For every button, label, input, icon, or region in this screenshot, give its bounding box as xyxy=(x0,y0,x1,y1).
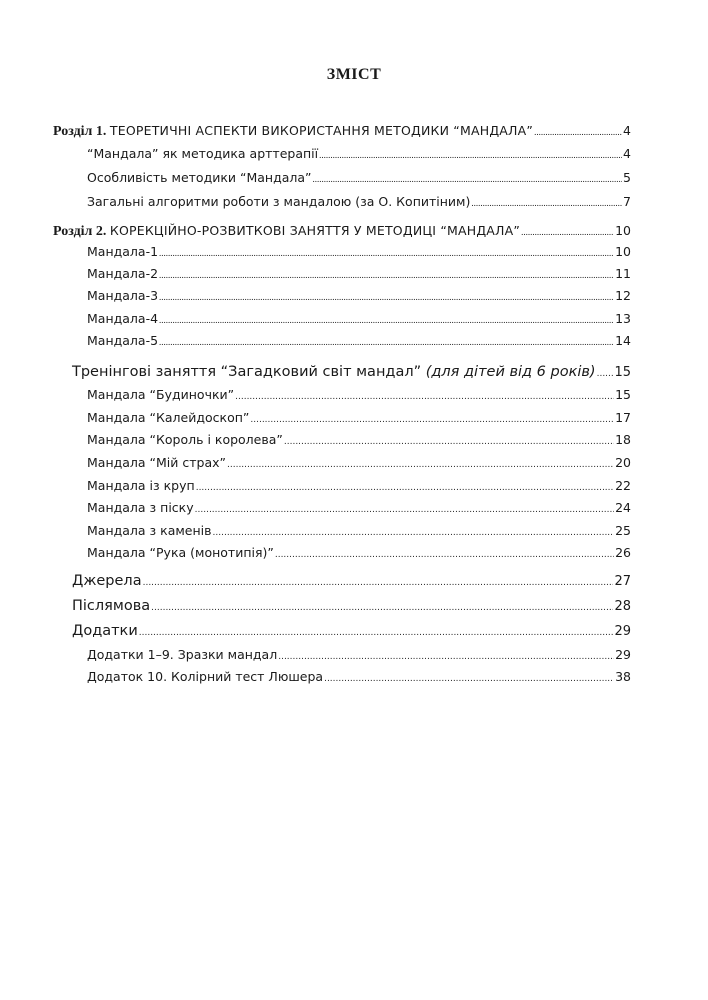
toc-item[interactable] xyxy=(87,244,631,259)
training-age-note: (для дітей від 6 років) xyxy=(425,364,596,380)
leader-dots xyxy=(284,437,614,447)
leader-dots xyxy=(159,270,614,280)
toc-item[interactable] xyxy=(87,266,631,281)
toc-item-page: 24 xyxy=(615,500,631,515)
toc-item-page: 15 xyxy=(615,387,631,402)
toc-training[interactable] xyxy=(72,364,631,380)
leader-dots xyxy=(159,315,614,325)
toc-item-label: Загальні алгоритми роботи з мандалою (за О. Копитіним) xyxy=(87,194,471,209)
section-1-page: 4 xyxy=(623,123,631,138)
toc-item-label: “Мандала” як методика арттерапії xyxy=(87,146,319,161)
toc-item-page: 22 xyxy=(615,478,631,493)
leader-dots xyxy=(151,603,613,613)
toc-item-label: Мандала із круп xyxy=(87,478,195,493)
toc-item-label: Мандала “Будиночки” xyxy=(87,387,235,402)
toc-item-page: 26 xyxy=(615,545,631,560)
toc-item-page: 38 xyxy=(615,669,631,684)
toc-item[interactable] xyxy=(87,194,631,209)
leader-dots xyxy=(521,227,614,237)
toc-item-label: Мандала “Король і королева” xyxy=(87,432,283,447)
toc-item-label: Мандала-2 xyxy=(87,266,159,281)
leader-dots xyxy=(159,337,614,347)
toc-item-page: 10 xyxy=(615,244,631,259)
leader-dots xyxy=(275,550,614,560)
toc-item-label: Мандала з каменів xyxy=(87,523,212,538)
toc-afterword[interactable] xyxy=(72,598,631,614)
toc-section-2[interactable] xyxy=(53,223,631,240)
toc-item-page: 29 xyxy=(615,647,631,662)
toc-item-label: Особливість методики “Мандала” xyxy=(87,170,312,185)
toc-item-label: Мандала-1 xyxy=(87,244,159,259)
toc-section-1[interactable] xyxy=(53,123,631,140)
toc-item-page: 4 xyxy=(623,146,631,161)
section-2-prefix: Розділ 2. xyxy=(53,224,107,239)
leader-dots xyxy=(597,369,614,379)
leader-dots xyxy=(313,174,623,184)
toc-item[interactable] xyxy=(87,333,631,348)
toc-item-page: 11 xyxy=(615,266,631,281)
toc-item[interactable] xyxy=(87,478,631,493)
toc-item-page: 25 xyxy=(615,523,631,538)
toc-item[interactable] xyxy=(87,545,631,560)
section-2-title: КОРЕКЦІЙНО-РОЗВИТКОВІ ЗАНЯТТЯ У МЕТОДИЦІ “МАНДАЛА” xyxy=(109,223,521,238)
leader-dots xyxy=(235,392,614,402)
training-page: 15 xyxy=(614,365,631,380)
toc-appendices[interactable] xyxy=(72,623,631,639)
toc-item[interactable] xyxy=(87,523,631,538)
leader-dots xyxy=(143,578,614,588)
page-title: ЗМІСТ xyxy=(326,66,382,83)
toc-item-page: 18 xyxy=(615,432,631,447)
leader-dots xyxy=(471,198,622,208)
toc-item-page: 13 xyxy=(615,311,631,326)
toc-item-label: Мандала “Рука (монотипія)” xyxy=(87,545,274,560)
toc-item-label: Мандала “Мій страх” xyxy=(87,455,226,470)
toc-item[interactable] xyxy=(87,455,631,470)
appendices-label: Додатки xyxy=(72,623,138,639)
toc-item[interactable] xyxy=(87,500,631,515)
leader-dots xyxy=(324,674,614,684)
leader-dots xyxy=(213,528,615,538)
toc-item-label: Мандала-5 xyxy=(87,333,159,348)
toc-item[interactable] xyxy=(87,146,631,161)
toc-item-page: 12 xyxy=(615,288,631,303)
toc-item[interactable] xyxy=(87,410,631,425)
section-1-title: ТЕОРЕТИЧНІ АСПЕКТИ ВИКОРИСТАННЯ МЕТОДИКИ “МАНДАЛА” xyxy=(109,123,534,138)
toc-item-page: 20 xyxy=(615,455,631,470)
toc-item[interactable] xyxy=(87,311,631,326)
toc-item-page: 17 xyxy=(615,410,631,425)
toc-item[interactable] xyxy=(87,647,631,662)
leader-dots xyxy=(139,628,614,638)
leader-dots xyxy=(319,150,622,160)
toc-item-label: Мандала-4 xyxy=(87,311,159,326)
toc-item[interactable] xyxy=(87,387,631,402)
leader-dots xyxy=(195,505,614,515)
training-title: Тренінгові заняття “Загадковий світ мандал” xyxy=(72,364,422,380)
toc-sources[interactable] xyxy=(72,573,631,589)
toc-item-label: Мандала “Калейдоскоп” xyxy=(87,410,250,425)
leader-dots xyxy=(250,415,614,425)
sources-label: Джерела xyxy=(72,573,142,589)
leader-dots xyxy=(227,460,614,470)
toc-item[interactable] xyxy=(87,170,631,185)
leader-dots xyxy=(159,248,614,258)
section-1-prefix: Розділ 1. xyxy=(53,124,107,139)
toc-item-label: Мандала-3 xyxy=(87,288,159,303)
section-2-page: 10 xyxy=(615,223,631,238)
toc-item[interactable] xyxy=(87,288,631,303)
toc-item[interactable] xyxy=(87,669,631,684)
toc-item[interactable] xyxy=(87,432,631,447)
toc-item-label: Додатки 1–9. Зразки мандал xyxy=(87,647,278,662)
afterword-page: 28 xyxy=(614,599,631,614)
leader-dots xyxy=(159,292,614,302)
leader-dots xyxy=(534,127,622,137)
toc-item-page: 5 xyxy=(623,170,631,185)
leader-dots xyxy=(196,483,614,493)
afterword-label: Післямова xyxy=(72,598,151,614)
toc-item-label: Мандала з піску xyxy=(87,500,194,515)
toc-item-page: 14 xyxy=(615,333,631,348)
appendices-page: 29 xyxy=(614,624,631,639)
sources-page: 27 xyxy=(614,574,631,589)
toc-item-page: 7 xyxy=(623,194,631,209)
leader-dots xyxy=(278,652,614,662)
toc-item-label: Додаток 10. Колірний тест Люшера xyxy=(87,669,324,684)
